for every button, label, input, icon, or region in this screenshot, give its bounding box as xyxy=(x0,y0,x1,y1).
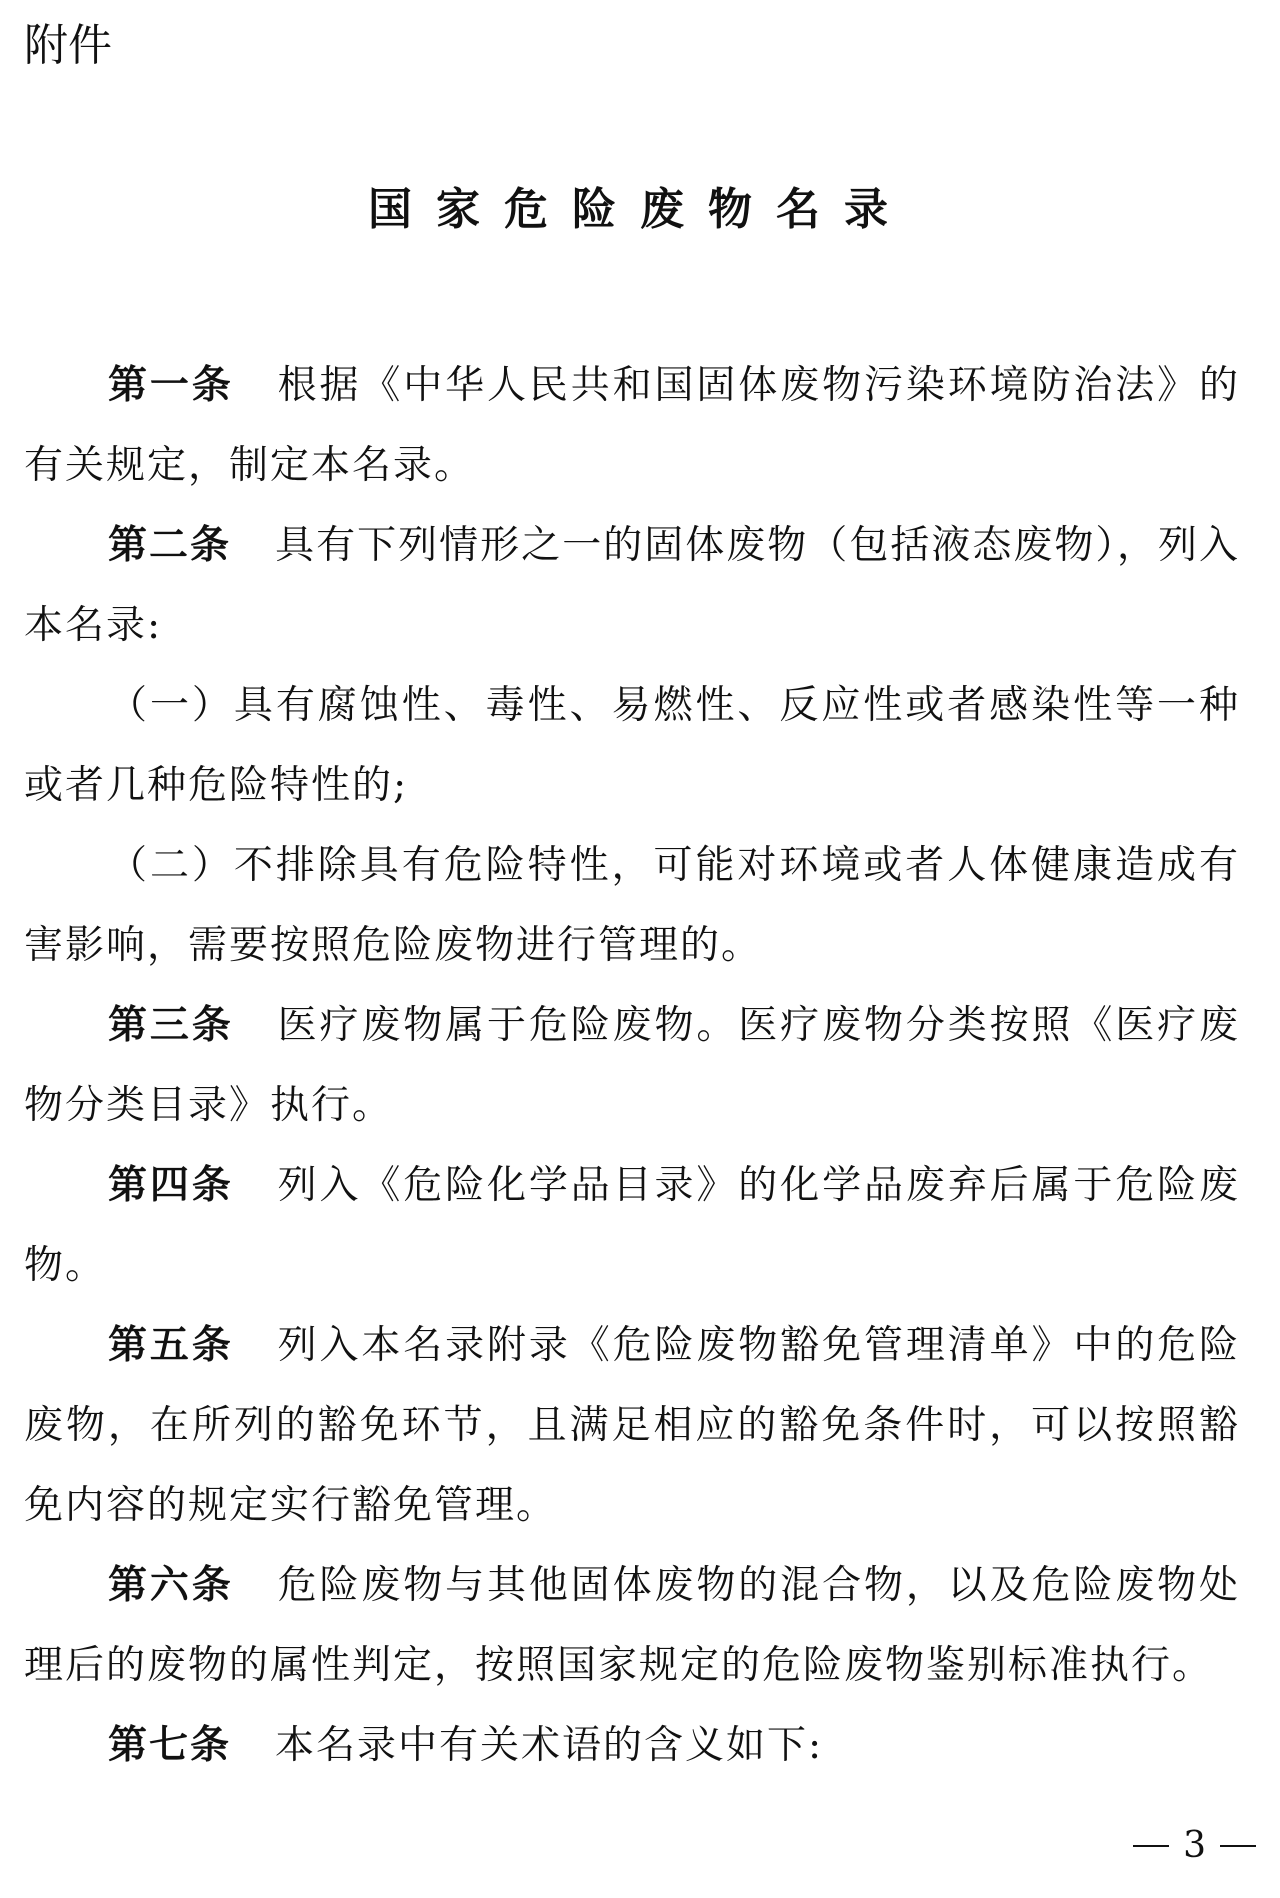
paragraph-text: 根据《中华人民共和国固体废物污染环境防治法》的有关规定，制定本名录。 xyxy=(24,363,1240,488)
page-number xyxy=(1133,1824,1256,1868)
article-number: 第四条 xyxy=(108,1163,234,1208)
article-number: 第二条 xyxy=(108,523,232,568)
paragraph-text: （一）具有腐蚀性、毒性、易燃性、反应性或者感染性等一种或者几种危险特性的; xyxy=(24,683,1240,808)
dash-left xyxy=(1133,1845,1169,1847)
document-body xyxy=(24,346,1240,1786)
paragraph-article-3 xyxy=(24,986,1240,1146)
paragraph-text: 本名录中有关术语的含义如下: xyxy=(275,1723,824,1768)
paragraph-text: 列入《危险化学品目录》的化学品废弃后属于危险废物。 xyxy=(24,1163,1240,1288)
paragraph-item-1 xyxy=(24,666,1240,826)
paragraph-text: 医疗废物属于危险废物。医疗废物分类按照《医疗废物分类目录》执行。 xyxy=(24,1003,1240,1128)
dash-right xyxy=(1220,1845,1256,1847)
paragraph-text: 具有下列情形之一的固体废物（包括液态废物），列入本名录: xyxy=(24,523,1240,648)
paragraph-article-4 xyxy=(24,1146,1240,1306)
paragraph-item-2 xyxy=(24,826,1240,986)
article-number: 第五条 xyxy=(108,1323,234,1368)
paragraph-article-6 xyxy=(24,1546,1240,1706)
paragraph-text: （二）不排除具有危险特性，可能对环境或者人体健康造成有害影响，需要按照危险废物进行管理的。 xyxy=(24,843,1240,968)
paragraph-text: 危险废物与其他固体废物的混合物，以及危险废物处理后的废物的属性判定，按照国家规定的危险废物鉴别标准执行。 xyxy=(24,1563,1240,1688)
article-number: 第七条 xyxy=(108,1723,232,1768)
paragraph-article-7 xyxy=(24,1706,1240,1786)
article-number: 第一条 xyxy=(108,363,234,408)
page-number-value: 3 xyxy=(1183,1825,1206,1866)
document-title: 国家危险废物名录 xyxy=(368,184,912,235)
article-number: 第六条 xyxy=(108,1563,234,1608)
paragraph-text: 列入本名录附录《危险废物豁免管理清单》中的危险废物，在所列的豁免环节，且满足相应的豁免条件时，可以按照豁免内容的规定实行豁免管理。 xyxy=(24,1323,1240,1528)
article-number: 第三条 xyxy=(108,1003,234,1048)
paragraph-article-5 xyxy=(24,1306,1240,1546)
paragraph-article-2 xyxy=(24,506,1240,666)
paragraph-article-1 xyxy=(24,346,1240,506)
annex-label: 附件 xyxy=(24,20,112,71)
